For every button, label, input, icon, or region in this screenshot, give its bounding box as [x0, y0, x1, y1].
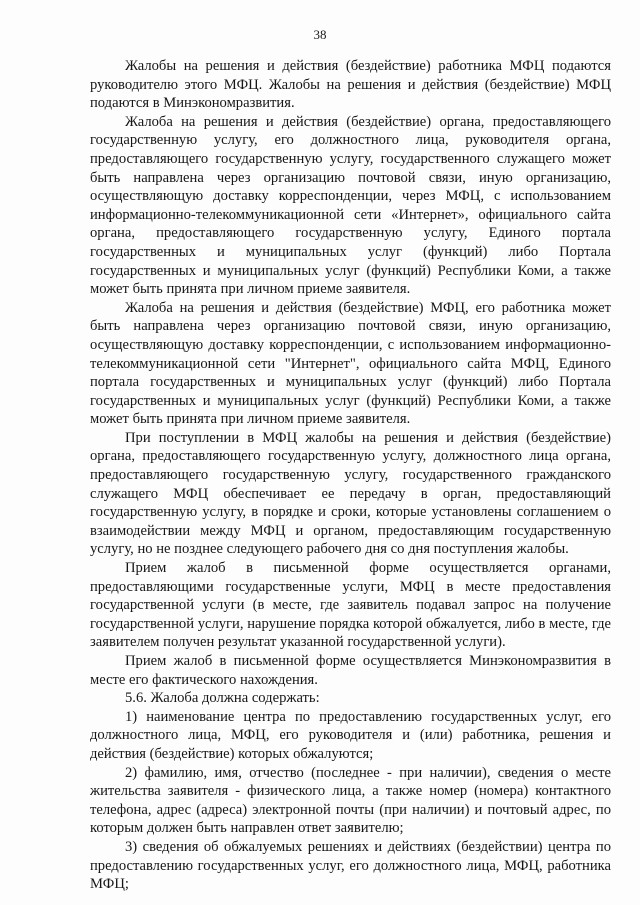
list-item-2: 2) фамилию, имя, отчество (последнее - при наличии), сведения о месте жительства заявителя - физического лица, а также номер (номера) контактного телефона, адрес (адреса) электронной почты (при наличии) и почтовый адрес, по которым должен быть направлен ответ заявителю;: [90, 764, 611, 837]
list-item-1: 1) наименование центра по предоставлению государственных услуг, его должностного лица, МФЦ, его руководителя и (или) работника, решения и действия (бездействие) которых обжалуются;: [90, 708, 611, 762]
paragraph-written-complaints-agencies: Прием жалоб в письменной форме осуществляется органами, предоставляющими государственные услуги, МФЦ в месте предоставления государственной услуги (в месте, где заявитель подавал запрос на получение государственной услуги, нарушение порядка которой обжалуется, либо в месте, где заявителем получен результат указанной государственной услуги).: [90, 560, 611, 651]
paragraph-written-complaints-ministry: Прием жалоб в письменной форме осуществляется Минэкономразвития в месте его фактического нахождения.: [90, 653, 611, 688]
document-body: [90, 57, 611, 894]
paragraph-mfc-complaints-recipient: Жалобы на решения и действия (бездействие) работника МФЦ подаются руководителю этого МФЦ. Жалобы на решения и действия (бездействие) МФЦ подаются в Минэкономразвития.: [90, 58, 611, 112]
paragraph-mfc-complaint-channels: Жалоба на решения и действия (бездействие) МФЦ, его работника может быть направлена через организацию почтовой связи, иную организацию, осуществляющую доставку корреспонденции, с использованием информационно-телекоммуникационной сети "Интернет", официального сайта МФЦ, Единого портала государственных и муниципальных услуг (функций) либо Портала государственных и муниципальных услуг (функций) Республики Коми, а также может быть принята при личном приеме заявителя.: [90, 299, 611, 428]
page-number: 38: [313, 27, 327, 42]
list-item-3: 3) сведения об обжалуемых решениях и действиях (бездействии) центра по предоставлению государственных услуг, его должностного лица, МФЦ, работника МФЦ;: [90, 838, 611, 893]
paragraph-complaint-forwarding: При поступлении в МФЦ жалобы на решения и действия (бездействие) органа, предоставляющего государственную услугу, должностного лица органа, предоставляющего государственную услугу, государственного гражданского служащего МФЦ обеспечивает ее передачу в орган, предоставляющий государственную услугу, в порядке и сроки, которые установлены соглашением о взаимодействии между МФЦ и органом, предоставляющим государственную услугу, но не позднее следующего рабочего дня со дня поступления жалобы.: [90, 429, 611, 558]
section-heading-5-6: 5.6. Жалоба должна содержать:: [125, 690, 320, 707]
paragraph-agency-complaint-channels: Жалоба на решения и действия (бездействие) органа, предоставляющего государственную услугу, его должностного лица, руководителя органа, предоставляющего государственную услугу, государственного служащего может быть направлена через организацию почтовой связи, иную организацию, осуществляющую доставку корреспонденции, через МФЦ, с использованием информационно-телекоммуникационной сети «Интернет», официального сайта органа, предоставляющего государственную услугу, Единого портала государственных и муниципальных услуг (функций) либо Портала государственных и муниципальных услуг (функций) Республики Коми, а также может быть принята при личном приеме заявителя.: [90, 113, 611, 298]
